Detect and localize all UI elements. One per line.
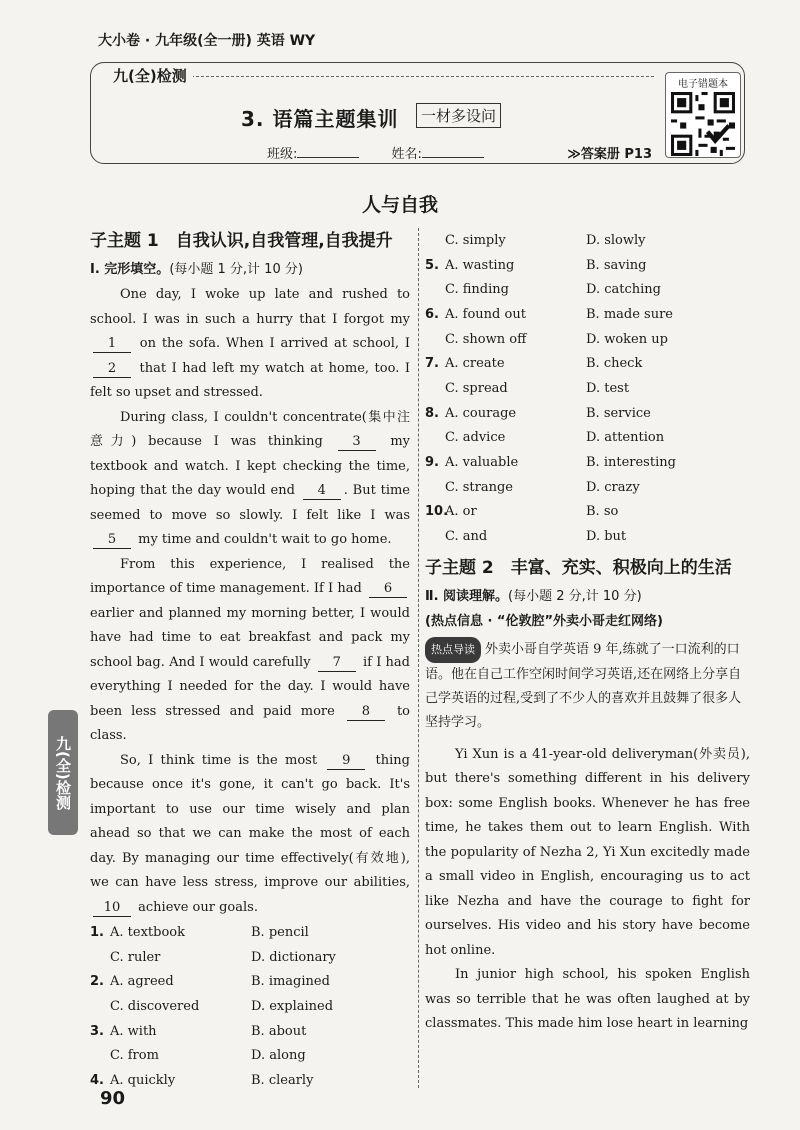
option[interactable]: C. and (445, 529, 488, 545)
reading-passage (425, 743, 750, 1037)
option[interactable]: D. explained (251, 998, 334, 1014)
passage-paragraph (90, 406, 410, 553)
part-2-title: Ⅱ. 阅读理解。 (425, 588, 509, 604)
cloze-blank[interactable]: 2 (93, 361, 131, 378)
left-column (90, 228, 410, 1093)
option[interactable]: D. slowly (586, 232, 646, 248)
option[interactable]: A. wasting (445, 257, 515, 273)
part-2-points: (每小题 2 分,计 10 分) (508, 588, 642, 604)
option[interactable]: C. finding (445, 282, 509, 298)
cloze-blank[interactable]: 4 (303, 483, 341, 500)
option[interactable]: B. service (586, 405, 651, 421)
option[interactable]: C. spread (445, 380, 508, 396)
option[interactable]: B. so (586, 504, 619, 520)
guide-badge: 热点导读 (425, 637, 481, 663)
reading-paragraph: Yi Xun is a 41-year-old deliveryman(外卖员), but there's something different in his delivery box: some English books. Whenever he has free time, he takes them out to learn English. With the popularity of Nezha 2, Yi Xun excitedly made a small video in English, encouraging us to act like Nezha and have the courage to fight for ourselves. His video and his story have become hot online. (425, 746, 750, 958)
qr-label: 电子错题本 (678, 79, 728, 90)
cloze-blank[interactable]: 6 (369, 581, 407, 598)
right-column (425, 228, 750, 1037)
passage-text: thing because once it's gone, it can't go back. It's important to use our time wisely and plan ahead so that we can make the most of each day. By managing our time effectively(有效地), we can have less stress, improve our abilities, (90, 752, 410, 890)
class-field[interactable] (297, 157, 359, 158)
cloze-blank[interactable]: 9 (327, 753, 365, 770)
option-row (90, 1068, 410, 1093)
page-number: 90 (100, 1088, 126, 1109)
option-row (90, 1019, 410, 1044)
option[interactable]: D. along (251, 1048, 306, 1064)
passage-text: on the sofa. When I arrived at school, I (134, 336, 410, 351)
options-right (425, 228, 750, 549)
option[interactable]: B. pencil (251, 924, 309, 940)
option[interactable]: A. valuable (445, 455, 519, 471)
cloze-blank[interactable]: 3 (338, 434, 376, 451)
option-row (425, 302, 750, 327)
side-tab: 九(全)检测 (48, 710, 78, 835)
column-divider (418, 228, 419, 1088)
guide-text: 外卖小哥自学英语 9 年,练就了一口流利的口语。他在自己工作空闲时间学习英语,还在网络上分享自己学英语的过程,受到了不少人的喜欢并且鼓舞了很多人坚持学习。 (425, 641, 742, 730)
name-label: 姓名: (391, 147, 422, 162)
passage-text: achieve our goals. (134, 899, 258, 915)
question-number: 8. (425, 405, 439, 421)
option-row (425, 426, 750, 451)
subtopic-1-heading: 子主题 1 自我认识,自我管理,自我提升 (90, 231, 393, 251)
option[interactable]: A. with (110, 1023, 157, 1039)
part-1-points: (每小题 1 分,计 10 分) (169, 262, 303, 277)
option[interactable]: B. saving (586, 257, 647, 273)
option-row (425, 327, 750, 352)
option-row (425, 401, 750, 426)
option-row (425, 524, 750, 549)
option-row (425, 253, 750, 278)
passage-text: if I had everything I needed for the day. I would have been less stressed and paid more (90, 654, 411, 719)
option-row (90, 1043, 410, 1068)
cloze-blank[interactable]: 1 (93, 336, 131, 353)
passage-text: my time and couldn't wait to go home. (134, 532, 392, 547)
option[interactable]: C. advice (445, 430, 506, 446)
qr-code-icon (671, 92, 735, 156)
guide-box (425, 637, 750, 735)
option[interactable]: D. catching (586, 282, 661, 298)
page-title: 3. 语篇主题集训 (241, 107, 399, 131)
question-number: 9. (425, 455, 439, 471)
cloze-blank[interactable]: 10 (93, 900, 131, 917)
option[interactable]: D. but (586, 529, 627, 545)
option[interactable]: A. courage (445, 405, 517, 421)
question-number: 1. (90, 924, 104, 940)
option-row (90, 969, 410, 994)
passage-text: to class. (90, 703, 410, 743)
option[interactable]: D. crazy (586, 479, 640, 495)
passage-paragraph (90, 553, 410, 749)
option[interactable]: C. strange (445, 479, 513, 495)
passage-text: earlier and planned my morning better, I would have had time to eat breakfast and pack my school bag. And I would carefully (90, 605, 410, 670)
option-row (90, 994, 410, 1019)
question-number: 2. (90, 974, 104, 990)
option[interactable]: C. from (110, 1048, 159, 1064)
option-row (425, 351, 750, 376)
title-tag: 一材多设问 (416, 103, 501, 128)
name-field[interactable] (422, 157, 484, 158)
option[interactable]: D. test (586, 380, 630, 396)
hot-info: (热点信息 · “伦敦腔”外卖小哥走红网络) (425, 613, 663, 629)
passage-paragraph (90, 749, 410, 921)
section-label: 九(全)检测 (107, 65, 193, 86)
option-row (425, 277, 750, 302)
question-number: 5. (425, 257, 439, 273)
option[interactable]: A. quickly (110, 1072, 176, 1088)
part-1-heading (90, 258, 410, 277)
student-fields (267, 143, 512, 162)
question-number: 7. (425, 356, 439, 372)
option[interactable]: C. shown off (445, 331, 527, 347)
header-banner (90, 62, 745, 164)
passage-text: my textbook and watch. I kept checking the time, hoping that the day would end (90, 434, 410, 498)
reading-paragraph: In junior high school, his spoken English was so terrible that he was often laughed at by classmates. This made him lose heart in learning (425, 967, 750, 1032)
subtopic-2-heading: 子主题 2 丰富、充实、积极向上的生活 (425, 557, 732, 578)
option-row (425, 376, 750, 401)
passage-text: So, I think time is the most (120, 752, 325, 768)
option[interactable]: D. woken up (586, 331, 668, 347)
option[interactable]: A. create (445, 356, 505, 372)
passage-text: From this experience, I realised the importance of time management. If I had (90, 556, 410, 596)
question-number: 6. (425, 306, 439, 322)
cloze-blank[interactable]: 7 (318, 655, 356, 672)
banner-divider (191, 76, 654, 77)
question-number: 4. (90, 1072, 104, 1088)
options-left (90, 920, 410, 1093)
option[interactable]: B. clearly (251, 1072, 314, 1088)
option[interactable]: A. textbook (110, 924, 185, 940)
passage-text: that I had left my watch at home, too. I felt so upset and stressed. (90, 360, 410, 400)
question-number: 10. (425, 504, 449, 520)
option[interactable]: A. or (445, 504, 477, 520)
option-row (425, 228, 750, 253)
passage-paragraph (90, 283, 410, 406)
option-row (90, 945, 410, 970)
class-label: 班级: (267, 147, 298, 162)
cloze-passage (90, 283, 410, 920)
option[interactable]: B. imagined (251, 974, 330, 990)
option-row (425, 475, 750, 500)
option[interactable]: A. agreed (110, 974, 174, 990)
option[interactable]: B. interesting (586, 455, 676, 471)
series-title: 大小卷 · 九年级(全一册) 英语 WY (98, 33, 316, 49)
option-row (90, 920, 410, 945)
option[interactable]: B. check (586, 356, 643, 372)
section-title: 人与自我 (361, 194, 438, 216)
answer-reference: ≫答案册 P13 (567, 147, 652, 162)
passage-text: . But time seemed to move so slowly. I felt like I was (90, 483, 411, 523)
qr-code-box[interactable] (665, 72, 741, 158)
cloze-blank[interactable]: 5 (93, 532, 131, 549)
option[interactable]: C. discovered (110, 998, 200, 1014)
option[interactable]: D. attention (586, 430, 665, 446)
question-number: 3. (90, 1023, 104, 1039)
option[interactable]: C. ruler (110, 949, 161, 965)
option[interactable]: D. dictionary (251, 949, 336, 965)
option[interactable]: B. about (251, 1023, 307, 1039)
option-row (425, 500, 750, 525)
option[interactable]: A. found out (445, 306, 526, 322)
option[interactable]: B. made sure (586, 306, 673, 322)
passage-text: During class, I couldn't concentrate(集中注意力) because I was thinking (90, 409, 410, 449)
option-row (425, 450, 750, 475)
cloze-blank[interactable]: 8 (347, 704, 385, 721)
passage-text: One day, I woke up late and rushed to school. I was in such a hurry that I forgot my (90, 287, 410, 327)
part-2-heading (425, 585, 750, 604)
part-1-title: Ⅰ. 完形填空。 (90, 262, 170, 277)
option[interactable]: C. simply (445, 232, 506, 248)
